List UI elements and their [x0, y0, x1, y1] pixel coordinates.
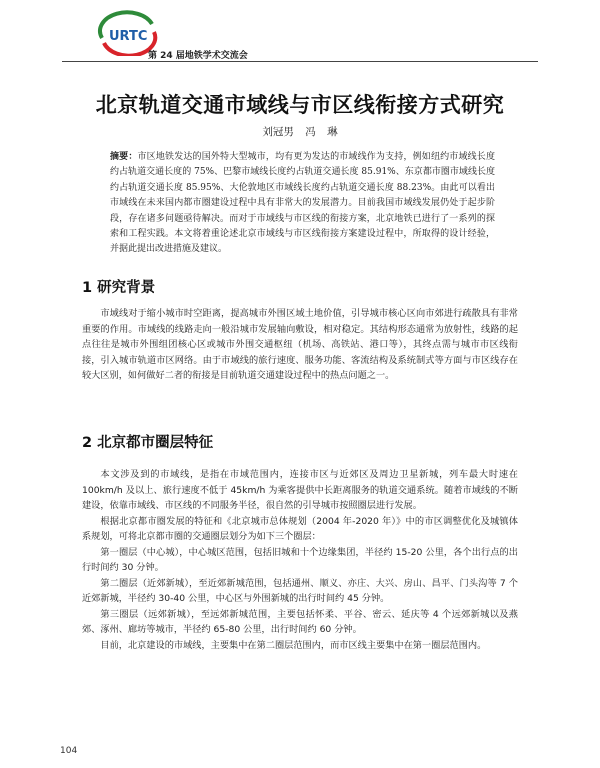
abstract-text: 市区地铁发达的国外特大型城市，均有更为发达的市域线作为支持，例如纽约市域线长度约占轨道交通长度的 75%、巴黎市域线长度约占轨道交通长度 85.91%、东京都市圈市域线长度约占轨道交通长度 85.95%、大伦敦地区市域线长度约占轨道交通长度 88.23%。由此可以看出市域线在未来国内都市圈建设过程中具有非常大的发展潜力。目前我国市域线发展仍处于起步阶段，存在诸多问题亟待解决。而对于市域线与市区线的衔接方案，北京地铁已进行了一系列的探索和工程实践。本文将着重论述北京市域线与市区线衔接方案建设过程中，所取得的设计经验，并据此提出改进措施及建议。 — [110, 152, 495, 255]
abstract-label: 摘要： — [110, 152, 138, 162]
paper-title: 北京轨道交通市域线与市区线衔接方式研究 — [95, 93, 505, 117]
header-divider — [62, 61, 538, 62]
logo-text: URTC — [109, 29, 148, 44]
author-list — [62, 124, 538, 139]
paragraph: 第二圈层（近郊新城），至近郊新城范围，包括通州、顺义、亦庄、大兴、房山、昌平、门头沟等 7 个近郊新城，半径约 30-40 公里，中心区与外围新城的出行时间约 45 分钟。 — [82, 577, 518, 604]
paragraph: 第一圈层（中心城），中心城区范围，包括旧城和十个边缘集团，半径约 15-20 公里，各个出行点的出行时间约 30 分钟。 — [82, 546, 518, 573]
conference-title: 第 24 届地铁学术交流会 — [148, 51, 248, 61]
section-heading: 2 北京都市圈层特征 — [82, 435, 214, 451]
section-heading: 1 研究背景 — [82, 280, 156, 296]
section-body — [82, 467, 518, 653]
author-name: 刘冠男 — [262, 126, 294, 138]
paragraph: 根据北京都市圈发展的特征和《北京城市总体规划（2004 年-2020 年）》中的市区调整优化及城镇体系规划，可将北京都市圈的交通圈层划分为如下三个圈层： — [82, 515, 518, 542]
page-header — [62, 10, 538, 66]
paragraph: 目前，北京建设的市域线，主要集中在第二圈层范围内，而市区线主要集中在第一圈层范围内。 — [100, 639, 487, 651]
abstract — [110, 150, 495, 258]
section-body — [82, 306, 518, 384]
author-name: 冯 琳 — [305, 126, 338, 138]
paragraph: 第三圈层（远郊新城），至远郊新城范围，主要包括怀柔、平谷、密云、延庆等 4 个远郊新城以及燕郊、涿州、廊坊等城市，半径约 65-80 公里，出行时间约 60 分钟。 — [82, 608, 518, 635]
paragraph: 本文涉及到的市域线，是指在市域范围内，连接市区与近郊区及周边卫星新城，列车最大时速在 100km/h 及以上、旅行速度不低于 45km/h 为乘客提供中长距离服务的轨道交通系统。随着市域线的不断建设，依靠市域线、市区线的不同服务半径，很自然的引导城市按照圈层进行发展。 — [82, 469, 518, 511]
page-number: 104 — [60, 746, 78, 756]
paragraph: 市域线对于缩小城市时空距离，提高城市外围区域土地价值，引导城市核心区向市郊进行疏散具有非常重要的作用。市域线的线路走向一般沿城市发展轴向敷设，相对稳定。其结构形态通常为放射性，线路的起点往往是城市外围组团核心区或城市外围交通枢纽（机场、高铁站、港口等），其终点需与城市市区线衔接，引入城市轨道市区网络。由于市域线的旅行速度、服务功能、客流结构及系统制式等方面与市区线存在较大区别，如何做好二者的衔接是目前轨道交通建设过程中的热点问题之一。 — [82, 308, 518, 381]
